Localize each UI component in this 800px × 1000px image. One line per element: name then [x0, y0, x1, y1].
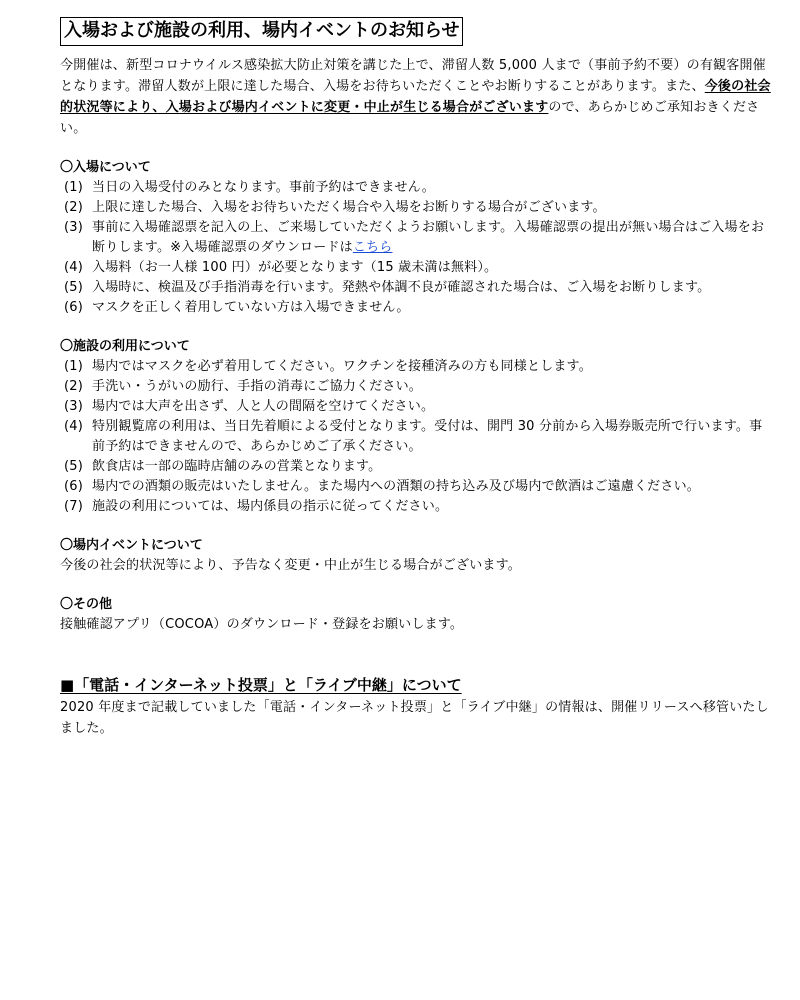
item-text: 場内ではマスクを必ず着用してください。ワクチンを接種済みの方も同様とします。 [92, 359, 592, 374]
item-number: (4) [64, 260, 84, 275]
item-text-with-link [92, 218, 772, 258]
item-number: (6) [64, 479, 84, 494]
item-text: 当日の入場受付のみとなります。事前予約はできません。 [92, 180, 435, 195]
item-number: (3) [64, 220, 84, 235]
item-text: 特別観覧席の利用は、当日先着順による受付となります。受付は、開門 30 分前から入場券販売所で行います。事前予約はできませんので、あらかじめご了承ください。 [92, 419, 763, 454]
notice-text: 2020 年度まで記載していました「電話・インターネット投票」と「ライブ中継」の情報は、開催リリースへ移管いたしました。 [60, 700, 769, 736]
intro-text-after: ので、あらかじめご承知おきください。 [60, 100, 760, 136]
voting-broadcast-notice [60, 675, 772, 739]
entry-section-heading: 〇入場について [60, 160, 151, 175]
item-text: 施設の利用については、場内係員の指示に従ってください。 [92, 499, 449, 514]
list-item [60, 377, 772, 397]
item-text: 入場時に、検温及び手指消毒を行います。発熱や体調不良が確認された場合は、ご入場をお断りします。 [92, 280, 711, 295]
list-item [60, 298, 772, 318]
list-item [60, 417, 772, 457]
item-number: (3) [64, 399, 84, 414]
item-number: (2) [64, 200, 84, 215]
list-item [60, 477, 772, 497]
page-title: 入場および施設の利用、場内イベントのお知らせ [60, 17, 463, 46]
event-section-text: 今後の社会的状況等により、予告なく変更・中止が生じる場合がございます。 [60, 558, 521, 573]
item-text: 入場料（お一人様 100 円）が必要となります（15 歳未満は無料）。 [92, 260, 498, 275]
intro-paragraph [60, 55, 772, 139]
item-text: 手洗い・うがいの励行、手指の消毒にご協力ください。 [92, 379, 423, 394]
document-page [60, 17, 772, 739]
item-text: 場内では大声を出さず、人と人の間隔を空けてください。 [92, 399, 435, 414]
item-text: 飲食店は一部の臨時店舗のみの営業となります。 [92, 459, 382, 474]
list-item [60, 198, 772, 218]
item-number: (5) [64, 459, 84, 474]
item-text: 事前に入場確認票を記入の上、ご来場していただくようお願いします。入場確認票の提出が無い場合はご入場をお断りします。※入場確認票のダウンロードは [92, 220, 765, 255]
intro-text-before: 今開催は、新型コロナウイルス感染拡大防止対策を講じた上で、滞留人数 5,000 人まで（事前予約不要）の有観客開催となります。滞留人数が上限に達した場合、入場をお待ちいただくことやお断りすることがあります。また、 [60, 58, 766, 94]
item-number: (7) [64, 499, 84, 514]
entry-form-download-link[interactable]: こちら [352, 240, 393, 255]
other-section [60, 595, 772, 635]
event-section [60, 536, 772, 576]
other-section-heading: 〇その他 [60, 597, 113, 612]
list-item [60, 258, 772, 278]
item-number: (1) [64, 180, 84, 195]
other-section-text: 接触確認アプリ（COCOA）のダウンロード・登録をお願いします。 [60, 617, 464, 632]
entry-section [60, 158, 772, 318]
item-number: (5) [64, 280, 84, 295]
event-section-heading: 〇場内イベントについて [60, 538, 203, 553]
item-number: (2) [64, 379, 84, 394]
list-item [60, 397, 772, 417]
item-text: 場内での酒類の販売はいたしません。また場内への酒類の持ち込み及び場内で飲酒はご遠慮ください。 [92, 479, 700, 494]
notice-heading: ■「電話・インターネット投票」と「ライブ中継」について [60, 676, 462, 694]
entry-list [60, 178, 772, 318]
facility-section-heading: 〇施設の利用について [60, 339, 190, 354]
list-item [60, 278, 772, 298]
list-item [60, 178, 772, 198]
item-number: (6) [64, 300, 84, 315]
list-item [60, 357, 772, 377]
list-item [60, 497, 772, 517]
item-number: (4) [64, 419, 84, 434]
item-text: 上限に達した場合、入場をお待ちいただく場合や入場をお断りする場合がございます。 [92, 200, 606, 215]
facility-section [60, 337, 772, 517]
list-item [60, 218, 772, 258]
list-item [60, 457, 772, 477]
item-text: マスクを正しく着用していない方は入場できません。 [92, 300, 410, 315]
item-number: (1) [64, 359, 84, 374]
intro-emphasis-text: 今後の社会的状況等により、入場および場内イベントに変更・中止が生じる場合がございます [60, 79, 771, 115]
facility-list [60, 357, 772, 517]
